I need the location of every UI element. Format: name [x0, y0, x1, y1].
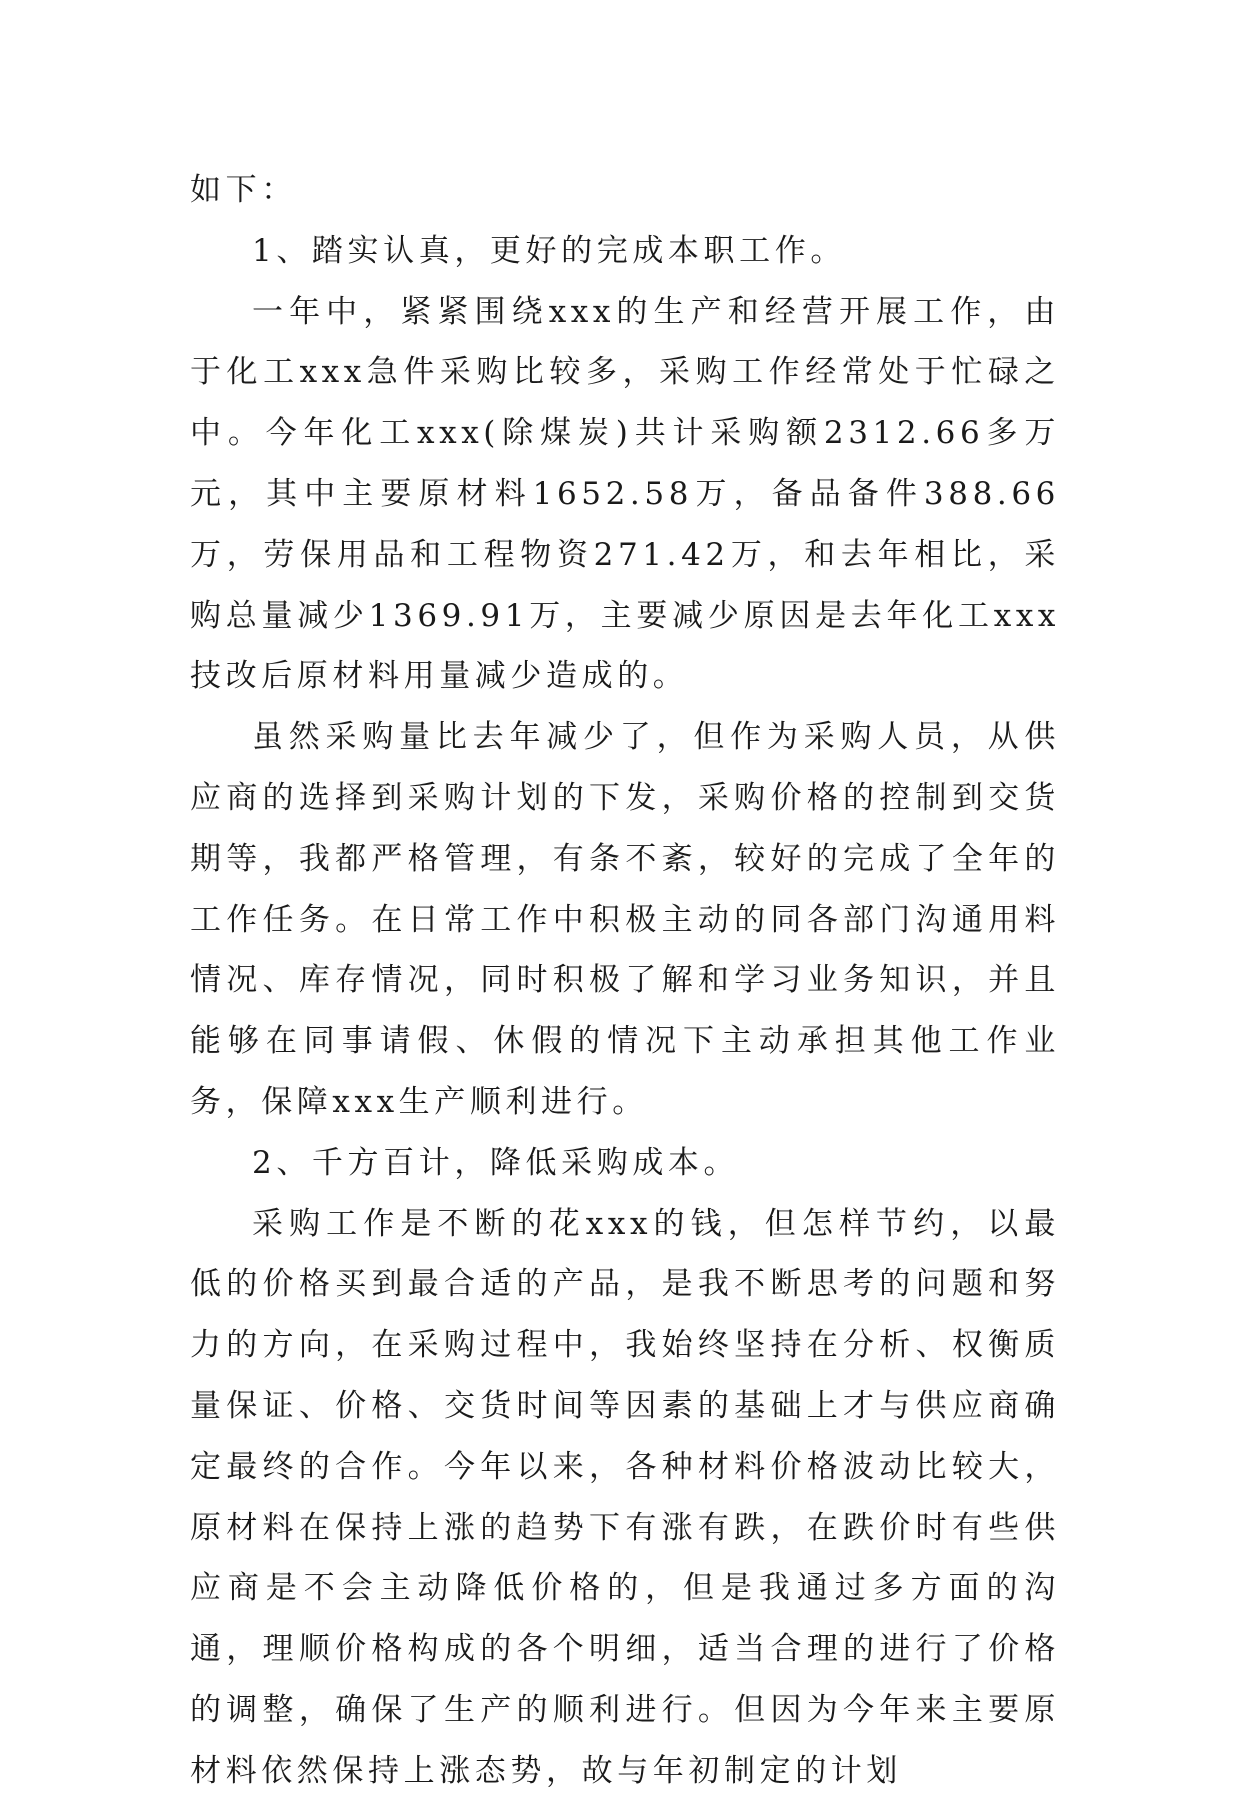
paragraph-heading-2: 2、千方百计，降低采购成本。 — [252, 1144, 740, 1181]
paragraph-intro: 如下： — [190, 172, 297, 208]
paragraph-heading-1: 1、踏实认真，更好的完成本职工作。 — [252, 232, 846, 269]
paragraph-cost-reduction: 采购工作是不断的花xxx的钱，但怎样节约，以最低的价格买到最合适的产品，是我不断思考的问题和努力的方向，在采购过程中，我始终坚持在分析、权衡质量保证、价格、交货时间等因素的基础上才与供应商确定最终的合作。今年以来，各种材料价格波动比较大，原材料在保持上涨的趋势下有涨有跌，在跌价时有些供应商是不会主动降低价格的，但是我通过多方面的沟通，理顺价格构成的各个明细，适当合理的进行了价格的调整，确保了生产的顺利进行。但因为今年来主要原材料依然保持上涨态势，故与年初制定的计划 — [190, 1205, 1060, 1789]
paragraph-management: 虽然采购量比去年减少了，但作为采购人员，从供应商的选择到采购计划的下发，采购价格的控制到交货期等，我都严格管理，有条不紊，较好的完成了全年的工作任务。在日常工作中积极主动的同各部门沟通用料情况、库存情况，同时积极了解和学习业务知识，并且能够在同事请假、休假的情况下主动承担其他工作业务，保障xxx生产顺利进行。 — [190, 719, 1060, 1120]
paragraph-purchasing-summary: 一年中，紧紧围绕xxx的生产和经营开展工作，由于化工xxx急件采购比较多，采购工作经常处于忙碌之中。今年化工xxx(除煤炭)共计采购额2312.66多万元，其中主要原材料1652.58万，备品备件388.66万，劳保用品和工程物资271.42万，和去年相比，采购总量减少1369.91万，主要减少原因是去年化工xxx技改后原材料用量减少造成的。 — [190, 293, 1060, 695]
document-body — [190, 160, 1060, 1802]
